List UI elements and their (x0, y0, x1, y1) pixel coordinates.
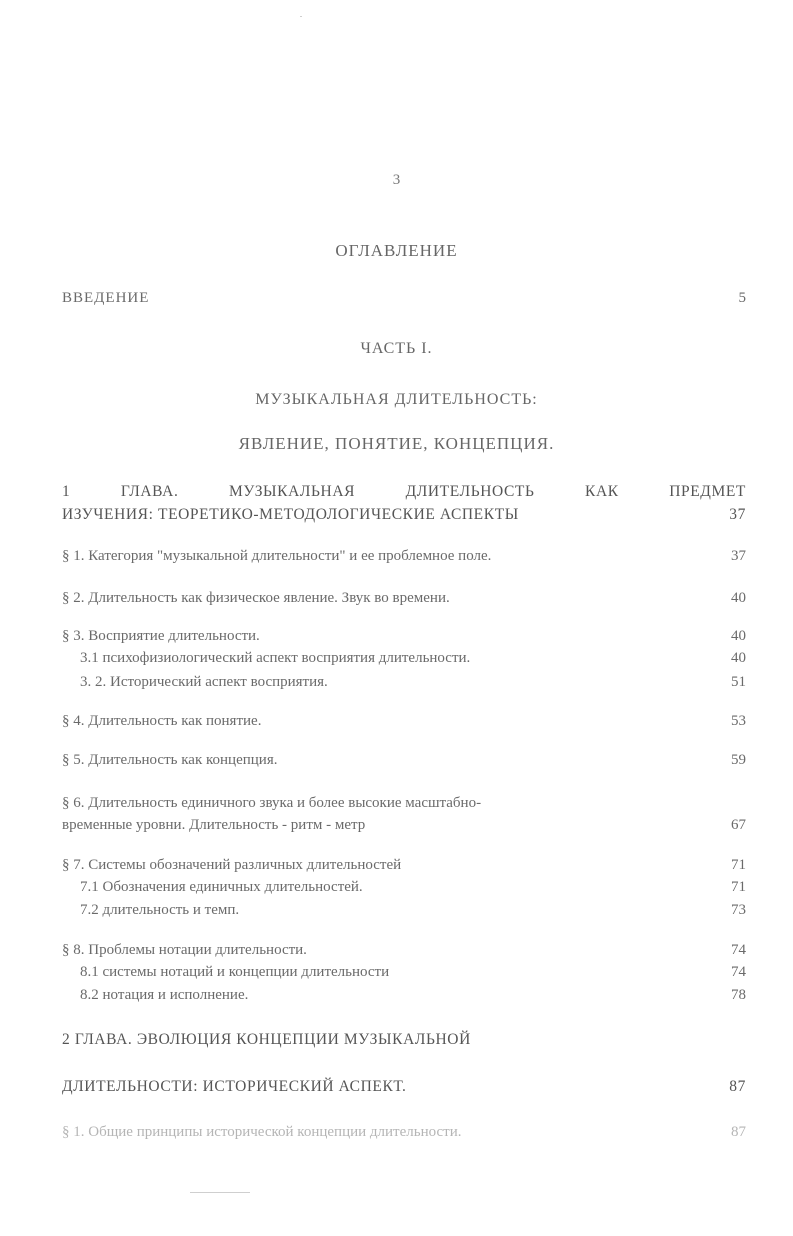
toc-entry-label: 3.1 психофизиологический аспект восприятия длительности. (80, 650, 471, 666)
toc-entry-page: 71 (731, 857, 746, 873)
toc-entry-label: 8.2 нотация и исполнение. (80, 987, 249, 1003)
toc-entry-label: 7.2 длительность и темп. (80, 902, 240, 918)
toc-entry-label: § 4. Длительность как понятие. (62, 713, 262, 729)
part-title-line1: МУЗЫКАЛЬНАЯ ДЛИТЕЛЬНОСТЬ: (255, 391, 538, 408)
toc-entry-page: 37 (731, 548, 746, 564)
toc-entry-label: § 6. Длительность единичного звука и более высокие масштабно- (62, 795, 482, 811)
toc-entry-label: 8.1 системы нотаций и концепции длительности (80, 964, 390, 980)
toc-entry-page: 73 (731, 902, 746, 918)
chapter-2-title-line1: 2 ГЛАВА. ЭВОЛЮЦИЯ КОНЦЕПЦИИ МУЗЫКАЛЬНОЙ (62, 1031, 471, 1048)
toc-entry-label: § 5. Длительность как концепция. (62, 752, 278, 768)
toc-entry-page: 51 (731, 674, 746, 690)
toc-entry-page: 74 (731, 964, 746, 980)
toc-entry-label: § 1. Общие принципы исторической концепции длительности. (62, 1124, 462, 1140)
toc-entry-page: 87 (731, 1124, 746, 1140)
toc-entry-label: § 7. Системы обозначений различных длительностей (62, 857, 402, 873)
part-label: ЧАСТЬ I. (360, 340, 433, 357)
toc-entry-page: 37 (729, 506, 746, 523)
toc-entry-page: 87 (729, 1078, 746, 1095)
toc-entry-label: § 8. Проблемы нотации длительности. (62, 942, 307, 958)
toc-entry-page: 71 (731, 879, 746, 895)
toc-entry-page: 40 (731, 628, 746, 644)
toc-entry-page: 40 (731, 650, 746, 666)
chapter-2-title-line2: ДЛИТЕЛЬНОСТИ: ИСТОРИЧЕСКИЙ АСПЕКТ. (62, 1078, 407, 1095)
toc-entry-page: 67 (731, 817, 746, 833)
chapter-1-title-line1: 1 ГЛАВА. МУЗЫКАЛЬНАЯ ДЛИТЕЛЬНОСТЬ КАК ПРЕДМЕТ (62, 483, 746, 500)
scan-speck (190, 1192, 250, 1193)
toc-entry-label: § 3. Восприятие длительности. (62, 628, 260, 644)
toc-entry-page: 78 (731, 987, 746, 1003)
toc-entry-label: § 1. Категория "музыкальной длительности" и ее проблемное поле. (62, 548, 492, 564)
chapter-1-title-line2: ИЗУЧЕНИЯ: ТЕОРЕТИКО-МЕТОДОЛОГИЧЕСКИЕ АСПЕКТЫ (62, 506, 519, 523)
toc-entry-label: временные уровни. Длительность - ритм - метр (62, 817, 366, 833)
toc-entry-label: 7.1 Обозначения единичных длительностей. (80, 879, 363, 895)
toc-entry-page: 40 (731, 590, 746, 606)
scan-speck (300, 16, 302, 17)
toc-entry-label: § 2. Длительность как физическое явление. Звук во времени. (62, 590, 450, 606)
toc-entry-label: ВВЕДЕНИЕ (62, 290, 150, 306)
page-number: 3 (392, 172, 401, 188)
toc-chapter-1-line1[interactable] (62, 482, 746, 502)
toc-entry-page: 74 (731, 942, 746, 958)
toc-entry-page: 59 (731, 752, 746, 768)
toc-entry-page: 53 (731, 713, 746, 729)
toc-entry-page: 5 (738, 290, 746, 306)
toc-entry-label: 3. 2. Исторический аспект восприятия. (80, 674, 328, 690)
part-title-line2: ЯВЛЕНИЕ, ПОНЯТИЕ, КОНЦЕПЦИЯ. (238, 434, 555, 453)
toc-title: ОГЛАВЛЕНИЕ (335, 241, 458, 260)
